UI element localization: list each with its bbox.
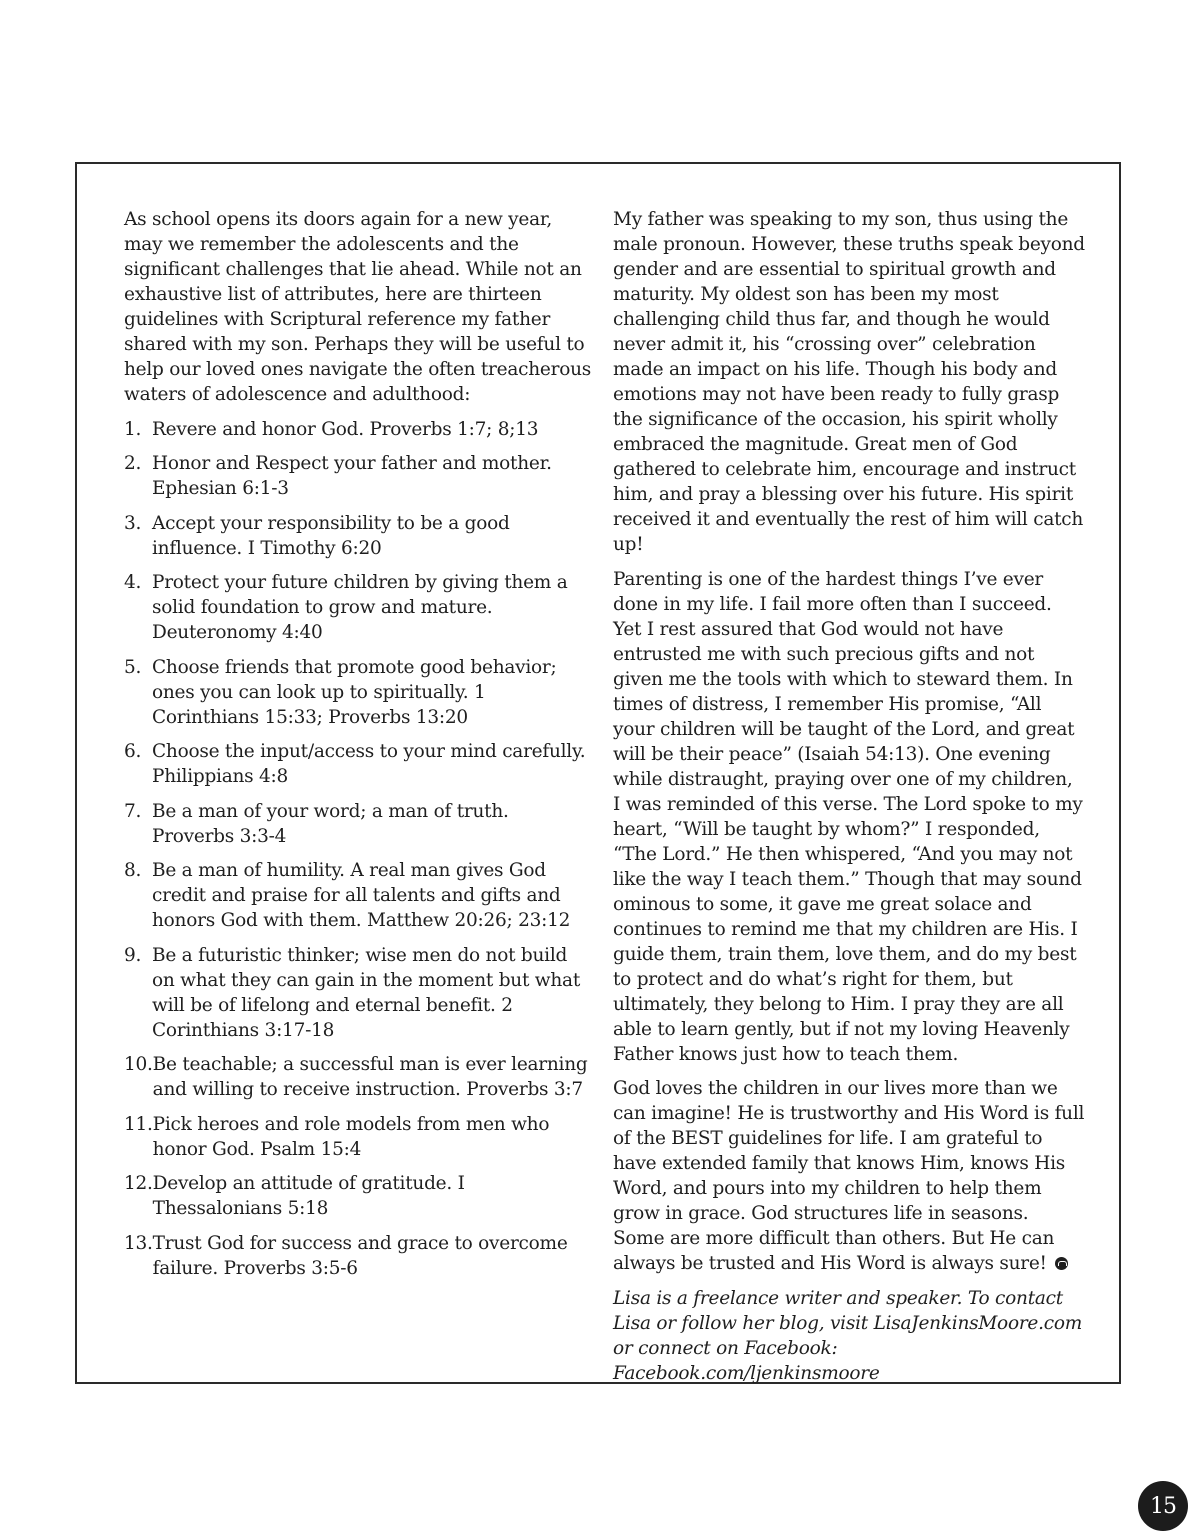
- list-item: [124, 858, 594, 933]
- page-number-badge: 15: [1138, 1481, 1188, 1531]
- list-text: Be a futuristic thinker; wise men do not build on what they can gain in the moment but what will be of lifelong and eternal benefit. 2 Corinthians 3:17-18: [152, 944, 581, 1041]
- intro-paragraph: As school opens its doors again for a new year, may we remember the adolescents and the significant challenges that lie ahead. While not an exhaustive list of attributes, here are thirteen guidelines with Scriptural reference my father shared with my son. Perhaps they will be useful to help our loved ones navigate the often treacherous waters of adolescence and adulthood:: [124, 209, 591, 405]
- list-text: Develop an attitude of gratitude. I Thessalonians 5:18: [152, 1173, 465, 1219]
- list-number: 8.: [124, 860, 142, 881]
- body-paragraph: Parenting is one of the hardest things I’ve ever done in my life. I fail more often than I succeed. Yet I rest assured that God would not have entrusted me with such precious gifts and not given me the tools with which to steward them. In times of distress, I remember His promise, “All your children will be taught of the Lord, and great will be their peace” (Isaiah 54:13). One evening while distraught, praying over one of my children, I was reminded of this verse. The Lord spoke to my heart, “Will be taught by whom?” I responded, “The Lord.” He then whispered, “And you may not like the way I teach them.” Though that may sound ominous to some, it gave me great solace and continues to remind me that my children are His. I guide them, train them, love them, and do my best to protect and do what’s right for them, but ultimately, they belong to Him. I pray they are all able to learn gently, but if not my loving Heavenly Father knows just how to teach them.: [613, 568, 1083, 1065]
- list-item: [124, 655, 594, 730]
- list-text: Be teachable; a successful man is ever learning and willing to receive instruction. Proverbs 3:7: [152, 1054, 588, 1100]
- list-item: [124, 799, 594, 849]
- list-text: Choose friends that promote good behavior; ones you can look up to spiritually. 1 Corinthians 15:33; Proverbs 13:20: [152, 656, 557, 728]
- list-number: 9.: [124, 944, 142, 966]
- list-number: 10.: [124, 1054, 153, 1075]
- list-item: [124, 1231, 594, 1281]
- list-item: [124, 570, 594, 645]
- list-text: Choose the input/access to your mind carefully. Philippians 4:8: [152, 741, 586, 787]
- list-item: [124, 511, 594, 561]
- closing-text: God loves the children in our lives more than we can imagine! He is trustworthy and His Word is full of the BEST guidelines for life. I am grateful to have extended family that knows Him, knows His Word, and pours into my children to help them grow in grace. God structures life in seasons. Some are more difficult than others. But He can always be trusted and His Word is always sure!: [613, 1078, 1085, 1274]
- list-item: [124, 417, 594, 442]
- list-text: Trust God for success and grace to overcome failure. Proverbs 3:5-6: [152, 1232, 568, 1279]
- list-text: Accept your responsibility to be a good influence. I Timothy 6:20: [152, 512, 510, 559]
- list-text: Honor and Respect your father and mother. Ephesian 6:1-3: [152, 453, 552, 499]
- list-number: 4.: [124, 572, 142, 593]
- magazine-logo-icon: [1055, 1257, 1068, 1270]
- left-column: [124, 207, 594, 1290]
- list-item: [124, 451, 594, 501]
- list-number: 1.: [124, 418, 142, 440]
- list-item: [124, 1052, 594, 1102]
- list-item: [124, 739, 594, 789]
- body-paragraph: [613, 1076, 1085, 1276]
- list-number: 3.: [124, 512, 142, 534]
- list-item: [124, 1112, 594, 1162]
- list-text: Revere and honor God. Proverbs 1:7; 8;13: [152, 418, 539, 440]
- body-paragraph: My father was speaking to my son, thus using the male pronoun. However, these truths speak beyond gender and are essential to spiritual growth and maturity. My oldest son has been my most challenging child thus far, and though he would never admit it, his “crossing over” celebration made an impact on his life. Though his body and emotions may not have been ready to fully grasp the significance of the occasion, his spirit wholly embraced the magnitude. Great men of God gathered to celebrate him, encourage and instruct him, and pray a blessing over his future. His spirit received it and eventually the rest of him will catch up!: [613, 209, 1085, 555]
- list-item: [124, 1171, 594, 1221]
- list-number: 5.: [124, 656, 142, 678]
- list-text: Be a man of humility. A real man gives God credit and praise for all talents and gifts and honors God with them. Matthew 20:26; 23:12: [152, 860, 571, 931]
- list-text: Protect your future children by giving them a solid foundation to grow and mature. Deuteronomy 4:40: [152, 572, 568, 643]
- list-number: 6.: [124, 741, 142, 762]
- list-text: Pick heroes and role models from men who honor God. Psalm 15:4: [152, 1113, 550, 1160]
- list-number: 13.: [124, 1232, 153, 1254]
- list-text: Be a man of your word; a man of truth. Proverbs 3:3-4: [152, 800, 509, 847]
- list-number: 7.: [124, 800, 142, 822]
- list-number: 2.: [124, 453, 142, 474]
- list-item: [124, 943, 594, 1043]
- guidelines-list: [124, 417, 594, 1281]
- list-number: 11.: [124, 1113, 153, 1135]
- author-byline: Lisa is a freelance writer and speaker. To contact Lisa or follow her blog, visit LisaJenkinsMoore.com or connect on Facebook: Facebook.com/ljenkinsmoore: [613, 1287, 1083, 1384]
- right-column: [613, 207, 1085, 1395]
- list-number: 12.: [124, 1173, 153, 1194]
